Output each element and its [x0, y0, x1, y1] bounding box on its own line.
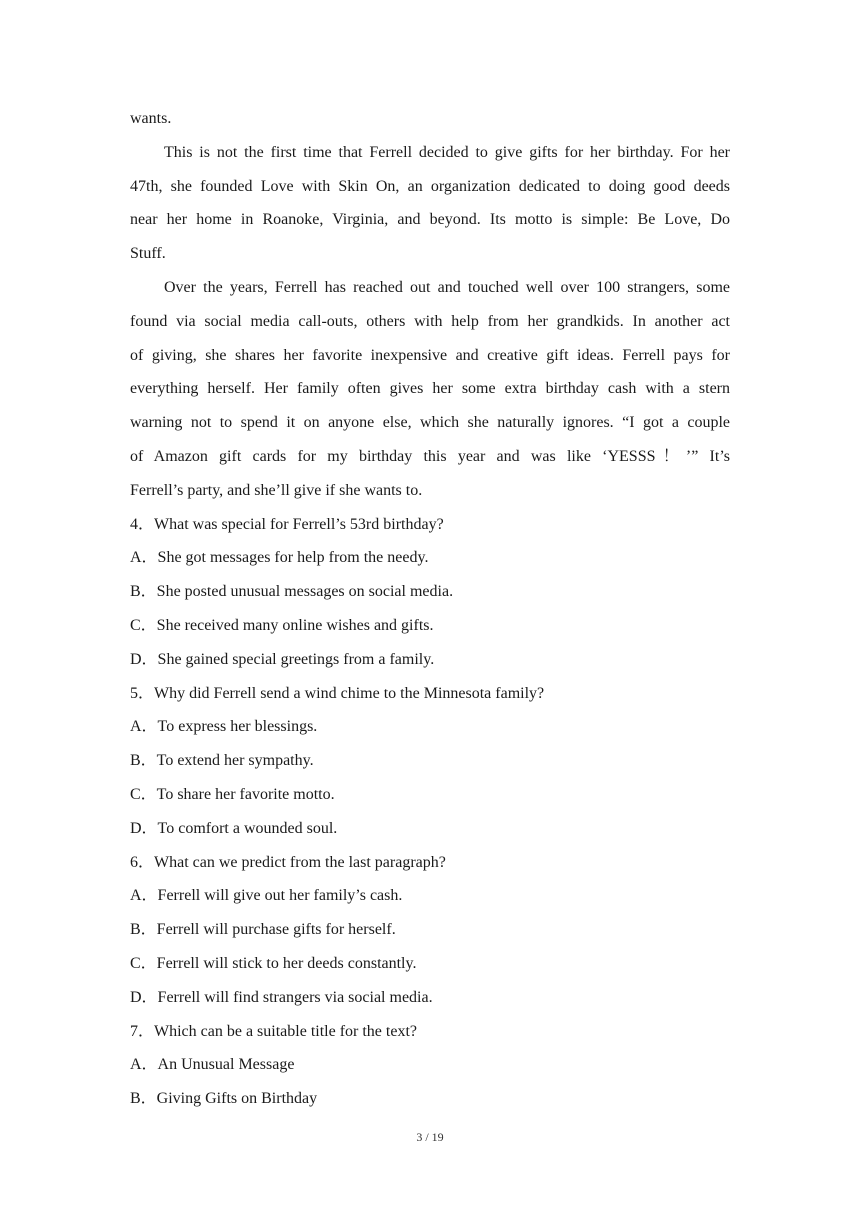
question-stem: 5．Why did Ferrell send a wind chime to the Minnesota family? [130, 684, 545, 702]
question-4 [130, 508, 730, 677]
text-line: everything herself. Her family often gives her some extra birthday cash with a stern [130, 380, 730, 398]
text-line: wants. [130, 110, 172, 127]
text-line: warning not to spend it on anyone else, which she naturally ignores. “I got a couple [130, 414, 730, 432]
question-7 [130, 1015, 730, 1116]
answer-option: B．Giving Gifts on Birthday [130, 1090, 318, 1108]
answer-option: A．Ferrell will give out her family’s cash. [130, 887, 403, 905]
answer-option: B．To extend her sympathy. [130, 752, 314, 770]
passage-paragraph-1 [130, 136, 730, 271]
answer-option: C．Ferrell will stick to her deeds constantly. [130, 954, 417, 972]
text-line: This is not the first time that Ferrell decided to give gifts for her birthday. For her [164, 143, 730, 161]
answer-option: D．To comfort a wounded soul. [130, 819, 338, 837]
answer-option: B．Ferrell will purchase gifts for herself. [130, 921, 396, 939]
answer-option: A．To express her blessings. [130, 718, 318, 736]
text-line: near her home in Roanoke, Virginia, and beyond. Its motto is simple: Be Love, Do [130, 211, 730, 229]
text-line: found via social media call-outs, others with help from her grandkids. In another act [130, 312, 730, 330]
answer-option: D．Ferrell will find strangers via social media. [130, 988, 433, 1006]
text-line: 47th, she founded Love with Skin On, an organization dedicated to doing good deeds [130, 177, 730, 195]
answer-option: D．She gained special greetings from a family. [130, 650, 435, 668]
question-5 [130, 677, 730, 846]
answer-option: C．She received many online wishes and gifts. [130, 616, 434, 634]
question-stem: 6．What can we predict from the last paragraph? [130, 853, 446, 871]
text-line: Over the years, Ferrell has reached out and touched well over 100 strangers, some [164, 278, 730, 296]
answer-option: A．An Unusual Message [130, 1056, 295, 1074]
text-line: of Amazon gift cards for my birthday this year and was like ‘YESSS！’” It’s [130, 447, 730, 465]
question-stem: 4．What was special for Ferrell’s 53rd birthday? [130, 515, 444, 533]
page-number: 3 / 19 [416, 1130, 444, 1144]
question-6 [130, 846, 730, 1015]
answer-option: B．She posted unusual messages on social media. [130, 583, 454, 601]
text-line: Stuff. [130, 245, 166, 263]
document-page [130, 102, 730, 1116]
passage-paragraph-0 [130, 102, 730, 136]
text-line: Ferrell’s party, and she’ll give if she wants to. [130, 481, 423, 499]
answer-option: C．To share her favorite motto. [130, 785, 335, 803]
answer-option: A．She got messages for help from the needy. [130, 549, 429, 567]
question-stem: 7．Which can be a suitable title for the text? [130, 1022, 418, 1040]
text-line: of giving, she shares her favorite inexpensive and creative gift ideas. Ferrell pays for [130, 346, 730, 364]
passage-paragraph-2 [130, 271, 730, 508]
